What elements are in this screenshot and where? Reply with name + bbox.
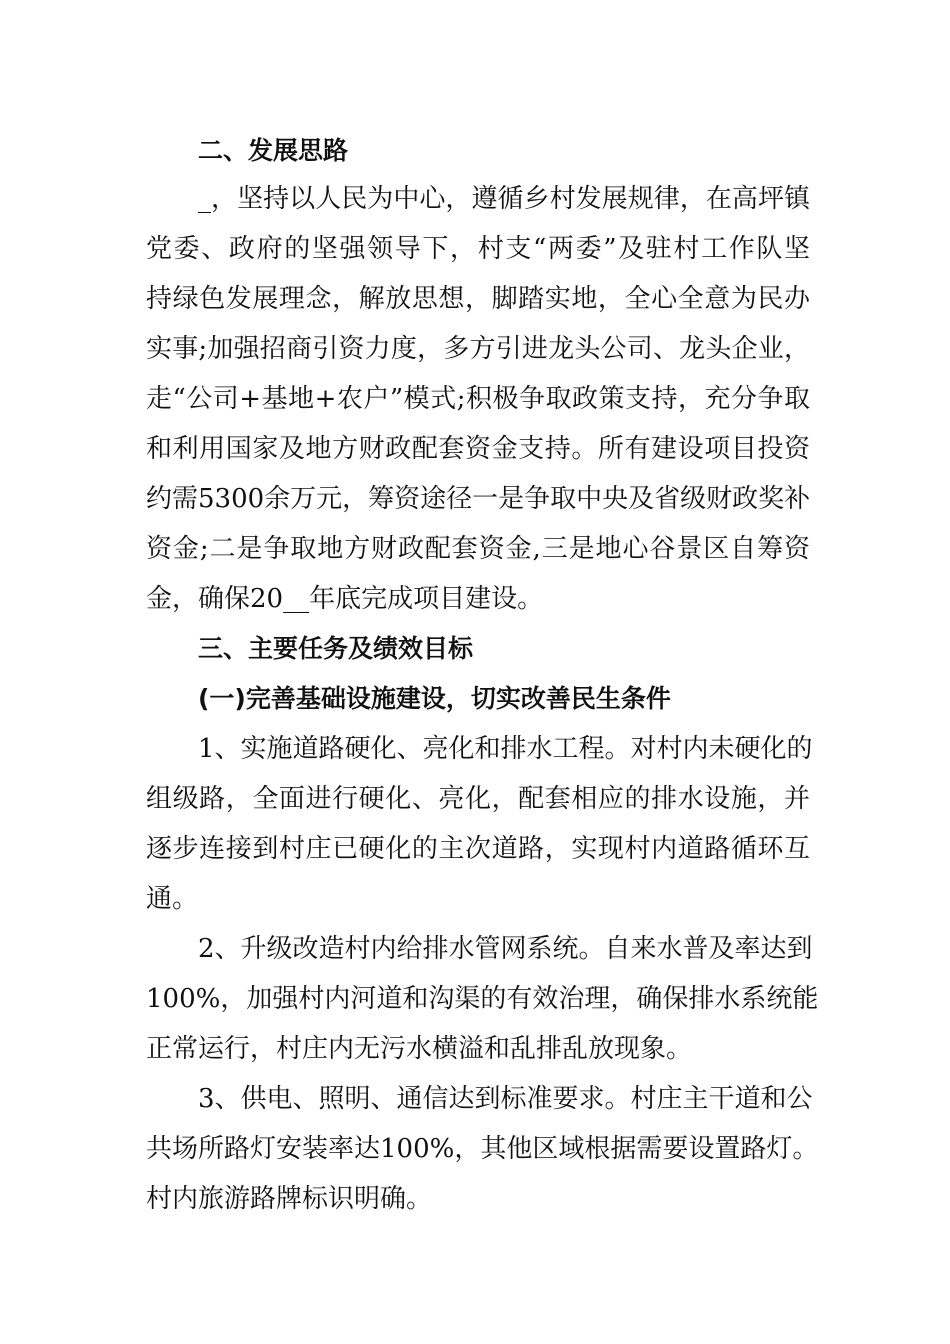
- paragraph-line: 逐步连接到村庄已硬化的主次道路，实现村内道路循环互: [146, 834, 810, 864]
- paragraph-line: 100%，加强村内河道和沟渠的有效治理，确保排水系统能: [146, 984, 819, 1014]
- paragraph-line: 组级路，全面进行硬化、亮化，配套相应的排水设施，并: [146, 784, 810, 814]
- paragraph-line: 实事;加强招商引资力度，多方引进龙头公司、龙头企业，: [146, 334, 810, 364]
- paragraph-line: 走“公司+基地+农户”模式;积极争取政策支持，充分争取: [146, 384, 810, 414]
- paragraph-line: 通。: [146, 884, 199, 914]
- paragraph-line: 党委、政府的坚强领导下，村支“两委”及驻村工作队坚: [146, 234, 810, 264]
- paragraph-line: 金，确保20__年底完成项目建设。: [146, 584, 544, 614]
- paragraph-line: _，坚持以人民为中心，遵循乡村发展规律，在高坪镇: [198, 184, 810, 214]
- section-heading-development-approach: 二、发展思路: [198, 136, 349, 165]
- paragraph-line: 约需5300余万元，筹资途径一是争取中央及省级财政奖补: [146, 484, 811, 514]
- paragraph-line: 共场所路灯安装率达100%，其他区域根据需要设置路灯。: [146, 1134, 819, 1164]
- paragraph-line: 村内旅游路牌标识明确。: [146, 1184, 433, 1214]
- subsection-heading-infrastructure: (一)完善基础设施建设，切实改善民生条件: [198, 684, 671, 713]
- paragraph-line: 2、升级改造村内给排水管网系统。自来水普及率达到: [198, 934, 813, 964]
- paragraph-line: 3、供电、照明、通信达到标准要求。村庄主干道和公: [198, 1084, 813, 1114]
- paragraph-line: 资金;二是争取地方财政配套资金,三是地心谷景区自筹资: [146, 534, 810, 564]
- paragraph-line: 和利用国家及地方财政配套资金支持。所有建设项目投资: [146, 434, 810, 464]
- paragraph-line: 持绿色发展理念，解放思想，脚踏实地，全心全意为民办: [146, 284, 810, 314]
- section-heading-main-tasks: 三、主要任务及绩效目标: [198, 634, 474, 663]
- paragraph-line: 正常运行，村庄内无污水横溢和乱排乱放现象。: [146, 1034, 693, 1064]
- paragraph-line: 1、实施道路硬化、亮化和排水工程。对村内未硬化的: [198, 734, 813, 764]
